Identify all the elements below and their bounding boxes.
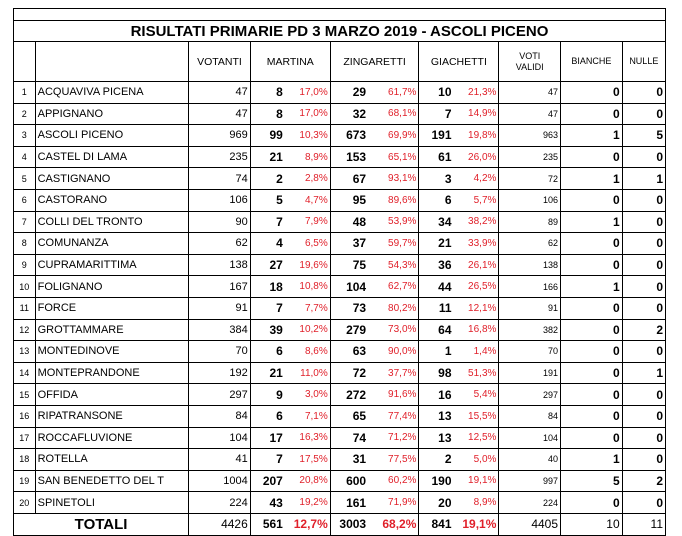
cell-martina: 21 bbox=[250, 146, 285, 168]
cell-giachetti-pct: 16,8% bbox=[454, 319, 499, 341]
cell-index: 1 bbox=[14, 82, 36, 104]
cell-bianche: 0 bbox=[561, 297, 623, 319]
header-voti-validi-line2: VALIDI bbox=[515, 61, 544, 72]
cell-giachetti: 61 bbox=[419, 146, 454, 168]
header-giachetti: GIACHETTI bbox=[419, 42, 499, 82]
cell-bianche: 1 bbox=[561, 449, 623, 471]
cell-martina: 207 bbox=[250, 470, 285, 492]
cell-comune: FORCE bbox=[35, 297, 189, 319]
cell-voti-validi: 235 bbox=[499, 146, 561, 168]
cell-comune: CASTORANO bbox=[35, 189, 189, 211]
cell-giachetti-pct: 5,0% bbox=[454, 449, 499, 471]
cell-martina: 18 bbox=[250, 276, 285, 298]
cell-zingaretti-pct: 89,6% bbox=[368, 189, 419, 211]
cell-giachetti: 10 bbox=[419, 82, 454, 104]
cell-martina-pct: 3,0% bbox=[285, 384, 330, 406]
results-table bbox=[13, 20, 666, 536]
totals-row bbox=[14, 513, 666, 535]
cell-votanti: 91 bbox=[189, 297, 251, 319]
cell-votanti: 297 bbox=[189, 384, 251, 406]
cell-nulle: 0 bbox=[622, 492, 665, 514]
cell-martina-pct: 8,6% bbox=[285, 341, 330, 363]
results-rows bbox=[14, 82, 666, 514]
table-row bbox=[14, 427, 666, 449]
table-row bbox=[14, 405, 666, 427]
table-row bbox=[14, 341, 666, 363]
cell-votanti: 41 bbox=[189, 449, 251, 471]
cell-giachetti: 13 bbox=[419, 405, 454, 427]
cell-bianche: 1 bbox=[561, 168, 623, 190]
cell-zingaretti: 161 bbox=[330, 492, 368, 514]
cell-zingaretti: 63 bbox=[330, 341, 368, 363]
cell-zingaretti-pct: 59,7% bbox=[368, 233, 419, 255]
cell-comune: SPINETOLI bbox=[35, 492, 189, 514]
cell-votanti: 167 bbox=[189, 276, 251, 298]
totals-giachetti-pct: 19,1% bbox=[454, 513, 499, 535]
cell-zingaretti: 153 bbox=[330, 146, 368, 168]
cell-voti-validi: 997 bbox=[499, 470, 561, 492]
cell-zingaretti: 272 bbox=[330, 384, 368, 406]
cell-giachetti: 6 bbox=[419, 189, 454, 211]
cell-giachetti-pct: 15,5% bbox=[454, 405, 499, 427]
cell-voti-validi: 91 bbox=[499, 297, 561, 319]
cell-zingaretti: 29 bbox=[330, 82, 368, 104]
cell-martina: 8 bbox=[250, 103, 285, 125]
cell-martina-pct: 2,8% bbox=[285, 168, 330, 190]
table-row bbox=[14, 449, 666, 471]
cell-giachetti-pct: 5,7% bbox=[454, 189, 499, 211]
cell-zingaretti-pct: 80,2% bbox=[368, 297, 419, 319]
table-row bbox=[14, 125, 666, 147]
cell-index: 19 bbox=[14, 470, 36, 492]
cell-martina: 7 bbox=[250, 449, 285, 471]
cell-zingaretti-pct: 68,1% bbox=[368, 103, 419, 125]
cell-index: 5 bbox=[14, 168, 36, 190]
cell-voti-validi: 963 bbox=[499, 125, 561, 147]
cell-giachetti: 44 bbox=[419, 276, 454, 298]
cell-zingaretti: 600 bbox=[330, 470, 368, 492]
cell-zingaretti-pct: 91,6% bbox=[368, 384, 419, 406]
cell-martina: 27 bbox=[250, 254, 285, 276]
cell-zingaretti-pct: 93,1% bbox=[368, 168, 419, 190]
cell-voti-validi: 47 bbox=[499, 103, 561, 125]
cell-voti-validi: 72 bbox=[499, 168, 561, 190]
cell-voti-validi: 40 bbox=[499, 449, 561, 471]
table-row bbox=[14, 319, 666, 341]
table-row bbox=[14, 189, 666, 211]
table-row bbox=[14, 103, 666, 125]
cell-bianche: 1 bbox=[561, 125, 623, 147]
cell-comune: ASCOLI PICENO bbox=[35, 125, 189, 147]
cell-zingaretti: 31 bbox=[330, 449, 368, 471]
cell-nulle: 0 bbox=[622, 297, 665, 319]
cell-comune: ROTELLA bbox=[35, 449, 189, 471]
cell-voti-validi: 47 bbox=[499, 82, 561, 104]
cell-giachetti: 3 bbox=[419, 168, 454, 190]
cell-nulle: 2 bbox=[622, 470, 665, 492]
cell-giachetti: 191 bbox=[419, 125, 454, 147]
cell-bianche: 5 bbox=[561, 470, 623, 492]
cell-voti-validi: 89 bbox=[499, 211, 561, 233]
cell-votanti: 70 bbox=[189, 341, 251, 363]
cell-martina: 21 bbox=[250, 362, 285, 384]
cell-zingaretti: 65 bbox=[330, 405, 368, 427]
cell-martina-pct: 17,5% bbox=[285, 449, 330, 471]
totals-label: TOTALI bbox=[14, 513, 189, 535]
cell-giachetti-pct: 12,1% bbox=[454, 297, 499, 319]
cell-zingaretti: 75 bbox=[330, 254, 368, 276]
cell-zingaretti-pct: 61,7% bbox=[368, 82, 419, 104]
header-voti-validi bbox=[499, 42, 561, 82]
cell-votanti: 1004 bbox=[189, 470, 251, 492]
cell-votanti: 224 bbox=[189, 492, 251, 514]
cell-votanti: 106 bbox=[189, 189, 251, 211]
cell-comune: GROTTAMMARE bbox=[35, 319, 189, 341]
totals-zingaretti-pct: 68,2% bbox=[368, 513, 419, 535]
cell-index: 14 bbox=[14, 362, 36, 384]
cell-giachetti-pct: 51,3% bbox=[454, 362, 499, 384]
cell-giachetti-pct: 26,0% bbox=[454, 146, 499, 168]
cell-martina-pct: 19,6% bbox=[285, 254, 330, 276]
cell-martina: 8 bbox=[250, 82, 285, 104]
cell-giachetti: 64 bbox=[419, 319, 454, 341]
cell-zingaretti: 279 bbox=[330, 319, 368, 341]
cell-martina-pct: 7,9% bbox=[285, 211, 330, 233]
cell-comune: COMUNANZA bbox=[35, 233, 189, 255]
cell-zingaretti-pct: 37,7% bbox=[368, 362, 419, 384]
cell-giachetti-pct: 19,1% bbox=[454, 470, 499, 492]
cell-index: 15 bbox=[14, 384, 36, 406]
cell-bianche: 0 bbox=[561, 405, 623, 427]
cell-votanti: 47 bbox=[189, 103, 251, 125]
cell-votanti: 384 bbox=[189, 319, 251, 341]
cell-zingaretti-pct: 73,0% bbox=[368, 319, 419, 341]
cell-zingaretti: 32 bbox=[330, 103, 368, 125]
cell-giachetti-pct: 21,3% bbox=[454, 82, 499, 104]
cell-index: 11 bbox=[14, 297, 36, 319]
cell-zingaretti-pct: 77,4% bbox=[368, 405, 419, 427]
cell-votanti: 47 bbox=[189, 82, 251, 104]
cell-comune: CASTEL DI LAMA bbox=[35, 146, 189, 168]
cell-votanti: 90 bbox=[189, 211, 251, 233]
cell-votanti: 62 bbox=[189, 233, 251, 255]
cell-bianche: 0 bbox=[561, 82, 623, 104]
cell-voti-validi: 70 bbox=[499, 341, 561, 363]
cell-nulle: 0 bbox=[622, 211, 665, 233]
title-row bbox=[14, 21, 666, 42]
cell-giachetti-pct: 33,9% bbox=[454, 233, 499, 255]
header-votanti: VOTANTI bbox=[189, 42, 251, 82]
cell-martina: 2 bbox=[250, 168, 285, 190]
table-row bbox=[14, 384, 666, 406]
cell-nulle: 0 bbox=[622, 276, 665, 298]
header-nulle: NULLE bbox=[622, 42, 665, 82]
cell-giachetti: 13 bbox=[419, 427, 454, 449]
cell-giachetti-pct: 12,5% bbox=[454, 427, 499, 449]
cell-votanti: 969 bbox=[189, 125, 251, 147]
cell-giachetti-pct: 26,1% bbox=[454, 254, 499, 276]
cell-index: 4 bbox=[14, 146, 36, 168]
cell-votanti: 235 bbox=[189, 146, 251, 168]
cell-martina: 7 bbox=[250, 211, 285, 233]
cell-zingaretti: 37 bbox=[330, 233, 368, 255]
table-row bbox=[14, 82, 666, 104]
cell-index: 18 bbox=[14, 449, 36, 471]
table-row bbox=[14, 146, 666, 168]
sheet-top-border bbox=[13, 8, 666, 20]
cell-comune: CASTIGNANO bbox=[35, 168, 189, 190]
results-sheet bbox=[13, 8, 666, 536]
totals-validi: 4405 bbox=[499, 513, 561, 535]
cell-giachetti-pct: 26,5% bbox=[454, 276, 499, 298]
cell-giachetti: 190 bbox=[419, 470, 454, 492]
cell-index: 7 bbox=[14, 211, 36, 233]
cell-zingaretti: 73 bbox=[330, 297, 368, 319]
cell-nulle: 0 bbox=[622, 146, 665, 168]
header-row bbox=[14, 42, 666, 82]
cell-martina: 43 bbox=[250, 492, 285, 514]
cell-giachetti: 20 bbox=[419, 492, 454, 514]
cell-bianche: 0 bbox=[561, 492, 623, 514]
table-row bbox=[14, 254, 666, 276]
cell-comune: MONTEDINOVE bbox=[35, 341, 189, 363]
cell-voti-validi: 84 bbox=[499, 405, 561, 427]
totals-giachetti: 841 bbox=[419, 513, 454, 535]
cell-index: 2 bbox=[14, 103, 36, 125]
cell-index: 9 bbox=[14, 254, 36, 276]
cell-giachetti-pct: 1,4% bbox=[454, 341, 499, 363]
cell-nulle: 1 bbox=[622, 362, 665, 384]
cell-zingaretti-pct: 53,9% bbox=[368, 211, 419, 233]
cell-bianche: 0 bbox=[561, 362, 623, 384]
cell-zingaretti-pct: 77,5% bbox=[368, 449, 419, 471]
cell-votanti: 192 bbox=[189, 362, 251, 384]
cell-bianche: 0 bbox=[561, 233, 623, 255]
totals-votanti: 4426 bbox=[189, 513, 251, 535]
cell-giachetti-pct: 19,8% bbox=[454, 125, 499, 147]
table-row bbox=[14, 297, 666, 319]
cell-bianche: 0 bbox=[561, 319, 623, 341]
table-title: RISULTATI PRIMARIE PD 3 MARZO 2019 - ASCOLI PICENO bbox=[14, 21, 666, 42]
cell-zingaretti: 48 bbox=[330, 211, 368, 233]
header-bianche: BIANCHE bbox=[561, 42, 623, 82]
cell-giachetti: 21 bbox=[419, 233, 454, 255]
table-row bbox=[14, 492, 666, 514]
cell-bianche: 1 bbox=[561, 211, 623, 233]
cell-bianche: 0 bbox=[561, 146, 623, 168]
cell-giachetti: 1 bbox=[419, 341, 454, 363]
cell-zingaretti-pct: 62,7% bbox=[368, 276, 419, 298]
header-martina: MARTINA bbox=[250, 42, 330, 82]
cell-martina: 4 bbox=[250, 233, 285, 255]
cell-martina-pct: 10,8% bbox=[285, 276, 330, 298]
cell-comune: FOLIGNANO bbox=[35, 276, 189, 298]
cell-giachetti: 16 bbox=[419, 384, 454, 406]
cell-giachetti: 98 bbox=[419, 362, 454, 384]
cell-zingaretti: 67 bbox=[330, 168, 368, 190]
cell-voti-validi: 166 bbox=[499, 276, 561, 298]
cell-zingaretti: 673 bbox=[330, 125, 368, 147]
cell-nulle: 0 bbox=[622, 254, 665, 276]
cell-giachetti-pct: 8,9% bbox=[454, 492, 499, 514]
cell-martina: 9 bbox=[250, 384, 285, 406]
cell-comune: RIPATRANSONE bbox=[35, 405, 189, 427]
cell-giachetti-pct: 14,9% bbox=[454, 103, 499, 125]
cell-voti-validi: 224 bbox=[499, 492, 561, 514]
cell-martina-pct: 16,3% bbox=[285, 427, 330, 449]
cell-bianche: 0 bbox=[561, 384, 623, 406]
cell-martina-pct: 19,2% bbox=[285, 492, 330, 514]
cell-martina-pct: 20,8% bbox=[285, 470, 330, 492]
cell-votanti: 74 bbox=[189, 168, 251, 190]
header-voti-validi-line1: VOTI bbox=[519, 50, 541, 61]
cell-index: 20 bbox=[14, 492, 36, 514]
cell-comune: ROCCAFLUVIONE bbox=[35, 427, 189, 449]
cell-martina-pct: 4,7% bbox=[285, 189, 330, 211]
cell-nulle: 0 bbox=[622, 427, 665, 449]
cell-nulle: 0 bbox=[622, 384, 665, 406]
cell-voti-validi: 104 bbox=[499, 427, 561, 449]
cell-giachetti-pct: 38,2% bbox=[454, 211, 499, 233]
cell-martina-pct: 10,3% bbox=[285, 125, 330, 147]
cell-giachetti: 7 bbox=[419, 103, 454, 125]
cell-giachetti: 11 bbox=[419, 297, 454, 319]
cell-martina: 99 bbox=[250, 125, 285, 147]
cell-bianche: 0 bbox=[561, 189, 623, 211]
cell-zingaretti-pct: 71,9% bbox=[368, 492, 419, 514]
totals-martina-pct: 12,7% bbox=[285, 513, 330, 535]
cell-voti-validi: 382 bbox=[499, 319, 561, 341]
totals-martina: 561 bbox=[250, 513, 285, 535]
totals-bianche: 10 bbox=[561, 513, 623, 535]
cell-index: 12 bbox=[14, 319, 36, 341]
cell-zingaretti: 104 bbox=[330, 276, 368, 298]
cell-zingaretti-pct: 65,1% bbox=[368, 146, 419, 168]
cell-voti-validi: 297 bbox=[499, 384, 561, 406]
cell-voti-validi: 62 bbox=[499, 233, 561, 255]
table-row bbox=[14, 362, 666, 384]
cell-giachetti: 36 bbox=[419, 254, 454, 276]
cell-martina-pct: 7,1% bbox=[285, 405, 330, 427]
cell-comune: APPIGNANO bbox=[35, 103, 189, 125]
cell-votanti: 84 bbox=[189, 405, 251, 427]
cell-zingaretti-pct: 90,0% bbox=[368, 341, 419, 363]
header-zingaretti: ZINGARETTI bbox=[330, 42, 419, 82]
cell-nulle: 0 bbox=[622, 449, 665, 471]
cell-bianche: 0 bbox=[561, 254, 623, 276]
cell-nulle: 0 bbox=[622, 341, 665, 363]
cell-comune: COLLI DEL TRONTO bbox=[35, 211, 189, 233]
cell-comune: ACQUAVIVA PICENA bbox=[35, 82, 189, 104]
cell-martina-pct: 10,2% bbox=[285, 319, 330, 341]
cell-nulle: 1 bbox=[622, 168, 665, 190]
cell-nulle: 0 bbox=[622, 189, 665, 211]
cell-zingaretti-pct: 69,9% bbox=[368, 125, 419, 147]
cell-giachetti-pct: 5,4% bbox=[454, 384, 499, 406]
cell-index: 16 bbox=[14, 405, 36, 427]
cell-comune: CUPRAMARITTIMA bbox=[35, 254, 189, 276]
cell-nulle: 0 bbox=[622, 82, 665, 104]
cell-bianche: 0 bbox=[561, 103, 623, 125]
table-row bbox=[14, 276, 666, 298]
cell-martina: 6 bbox=[250, 405, 285, 427]
cell-zingaretti: 74 bbox=[330, 427, 368, 449]
cell-voti-validi: 138 bbox=[499, 254, 561, 276]
cell-martina: 17 bbox=[250, 427, 285, 449]
cell-votanti: 138 bbox=[189, 254, 251, 276]
table-row bbox=[14, 233, 666, 255]
cell-zingaretti: 95 bbox=[330, 189, 368, 211]
cell-zingaretti: 72 bbox=[330, 362, 368, 384]
cell-martina: 5 bbox=[250, 189, 285, 211]
cell-zingaretti-pct: 60,2% bbox=[368, 470, 419, 492]
cell-martina: 7 bbox=[250, 297, 285, 319]
cell-index: 10 bbox=[14, 276, 36, 298]
table-row bbox=[14, 470, 666, 492]
cell-nulle: 0 bbox=[622, 103, 665, 125]
cell-nulle: 2 bbox=[622, 319, 665, 341]
cell-voti-validi: 106 bbox=[499, 189, 561, 211]
cell-index: 8 bbox=[14, 233, 36, 255]
cell-zingaretti-pct: 54,3% bbox=[368, 254, 419, 276]
cell-giachetti-pct: 4,2% bbox=[454, 168, 499, 190]
cell-bianche: 0 bbox=[561, 341, 623, 363]
cell-comune: MONTEPRANDONE bbox=[35, 362, 189, 384]
cell-martina-pct: 7,7% bbox=[285, 297, 330, 319]
cell-index: 6 bbox=[14, 189, 36, 211]
cell-voti-validi: 191 bbox=[499, 362, 561, 384]
cell-martina-pct: 8,9% bbox=[285, 146, 330, 168]
totals-nulle: 11 bbox=[622, 513, 665, 535]
header-index bbox=[14, 42, 36, 82]
cell-zingaretti-pct: 71,2% bbox=[368, 427, 419, 449]
table-row bbox=[14, 211, 666, 233]
cell-nulle: 0 bbox=[622, 233, 665, 255]
header-comune bbox=[35, 42, 189, 82]
totals-zingaretti: 3003 bbox=[330, 513, 368, 535]
cell-giachetti: 34 bbox=[419, 211, 454, 233]
cell-martina-pct: 11,0% bbox=[285, 362, 330, 384]
cell-nulle: 5 bbox=[622, 125, 665, 147]
cell-votanti: 104 bbox=[189, 427, 251, 449]
cell-martina-pct: 6,5% bbox=[285, 233, 330, 255]
cell-martina: 39 bbox=[250, 319, 285, 341]
cell-comune: OFFIDA bbox=[35, 384, 189, 406]
cell-martina-pct: 17,0% bbox=[285, 103, 330, 125]
cell-bianche: 1 bbox=[561, 276, 623, 298]
table-row bbox=[14, 168, 666, 190]
cell-martina: 6 bbox=[250, 341, 285, 363]
cell-giachetti: 2 bbox=[419, 449, 454, 471]
cell-index: 13 bbox=[14, 341, 36, 363]
cell-nulle: 0 bbox=[622, 405, 665, 427]
cell-martina-pct: 17,0% bbox=[285, 82, 330, 104]
cell-index: 3 bbox=[14, 125, 36, 147]
cell-comune: SAN BENEDETTO DEL T bbox=[35, 470, 189, 492]
cell-index: 17 bbox=[14, 427, 36, 449]
cell-bianche: 0 bbox=[561, 427, 623, 449]
